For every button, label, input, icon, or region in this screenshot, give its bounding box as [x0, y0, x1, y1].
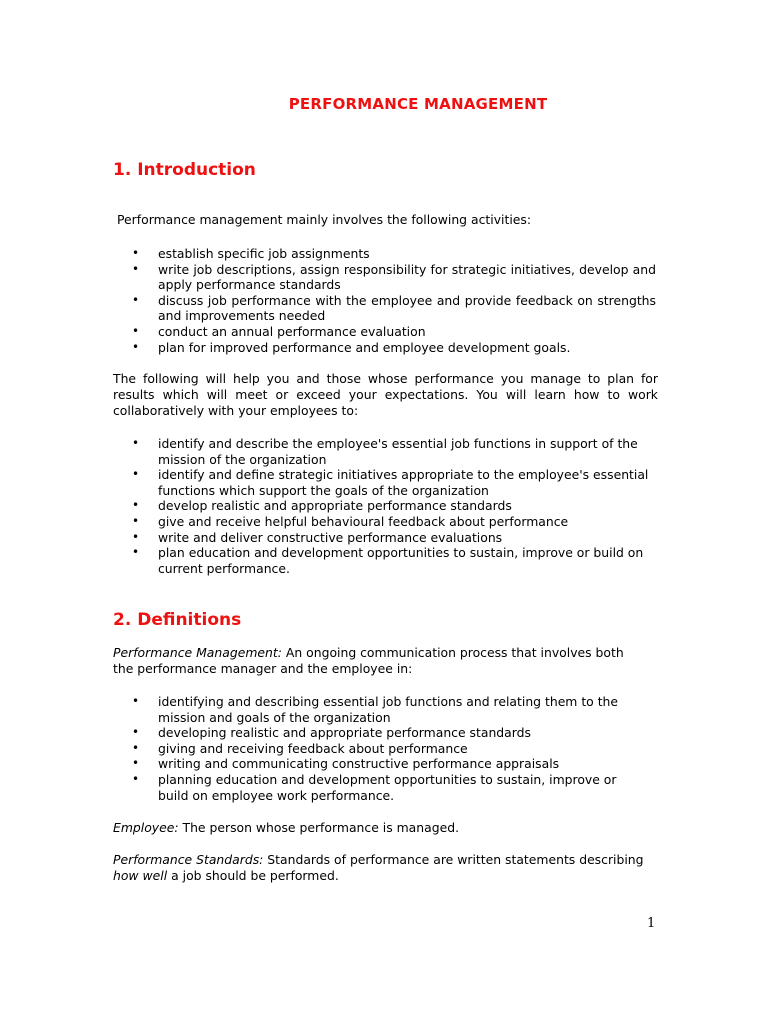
bullet-icon: •	[132, 725, 140, 740]
emphasis-text: how well	[113, 868, 168, 884]
bullet-icon: •	[132, 246, 140, 260]
bullet-icon: •	[132, 498, 140, 513]
list-item: • plan for improved performance and employee development goals.	[132, 339, 571, 355]
bullet-icon: •	[132, 467, 140, 482]
definition-text: An ongoing communication process that involves both the performance manager and the employee in:	[113, 645, 624, 677]
bullet-icon: •	[132, 513, 140, 528]
list-item: • writing and communicating constructive performance appraisals	[132, 756, 560, 772]
list-item: • identify and define strategic initiatives appropriate to the employee's essential functions which support the goals of the organization	[132, 467, 649, 498]
bullet-icon: •	[132, 529, 140, 544]
introduction-heading: 1. Introduction	[113, 160, 256, 180]
activities-list	[0, 246, 656, 355]
performance-management-definition	[113, 645, 633, 677]
page-number: 1	[647, 916, 656, 931]
definition-text: a job should be performed.	[171, 868, 339, 884]
bullet-icon: •	[132, 436, 140, 450]
definitions-heading: 2. Definitions	[113, 610, 242, 630]
skills-list	[0, 436, 656, 576]
bullet-icon: •	[132, 694, 140, 708]
bullet-icon: •	[132, 292, 140, 307]
bullet-icon: •	[132, 339, 140, 354]
bullet-icon: •	[132, 545, 140, 560]
bullet-icon: •	[132, 261, 140, 276]
definition-text: The person whose performance is managed.	[182, 820, 460, 835]
performance-standards-definition	[113, 852, 658, 884]
list-item: • write and deliver constructive performance evaluations	[132, 529, 503, 545]
intro-lead-text: Performance management mainly involves the following activities:	[117, 212, 532, 227]
employee-definition	[113, 820, 658, 836]
definition-text: Standards of performance are written statements describing	[267, 852, 644, 867]
list-item: • develop realistic and appropriate performance standards	[132, 498, 512, 514]
document-title: PERFORMANCE MANAGEMENT	[288, 95, 548, 113]
performance-management-list	[0, 694, 628, 803]
list-item: • plan education and development opportunities to sustain, improve or build on current performance.	[132, 545, 644, 576]
list-item: • write job descriptions, assign responsibility for strategic initiatives, develop and apply performance standards	[132, 261, 656, 293]
definition-term: Employee:	[113, 820, 179, 835]
list-item: • developing realistic and appropriate performance standards	[132, 725, 531, 741]
intro-paragraph: The following will help you and those whose performance you manage to plan for results which will meet or exceed your expectations. You will learn how to work collaboratively with your employees to:	[113, 371, 658, 419]
list-item: • giving and receiving feedback about performance	[132, 740, 468, 756]
list-item: • identify and describe the employee's essential job functions in support of the mission of the organization	[132, 436, 638, 467]
bullet-icon: •	[132, 756, 140, 771]
bullet-icon: •	[132, 323, 140, 338]
list-item: • identifying and describing essential job functions and relating them to the mission and goals of the organization	[132, 694, 619, 725]
list-item: • discuss job performance with the employee and provide feedback on strengths and improvements needed	[132, 292, 656, 324]
list-item: • give and receive helpful behavioural feedback about performance	[132, 513, 569, 529]
list-item: • conduct an annual performance evaluation	[132, 323, 426, 339]
bullet-icon: •	[132, 771, 140, 786]
list-item: • establish specific job assignments	[132, 246, 370, 261]
definition-term: Performance Management:	[113, 645, 282, 660]
bullet-icon: •	[132, 740, 140, 755]
definition-term: Performance Standards:	[113, 852, 264, 867]
list-item: • planning education and development opportunities to sustain, improve or build on employee work performance.	[132, 771, 617, 803]
